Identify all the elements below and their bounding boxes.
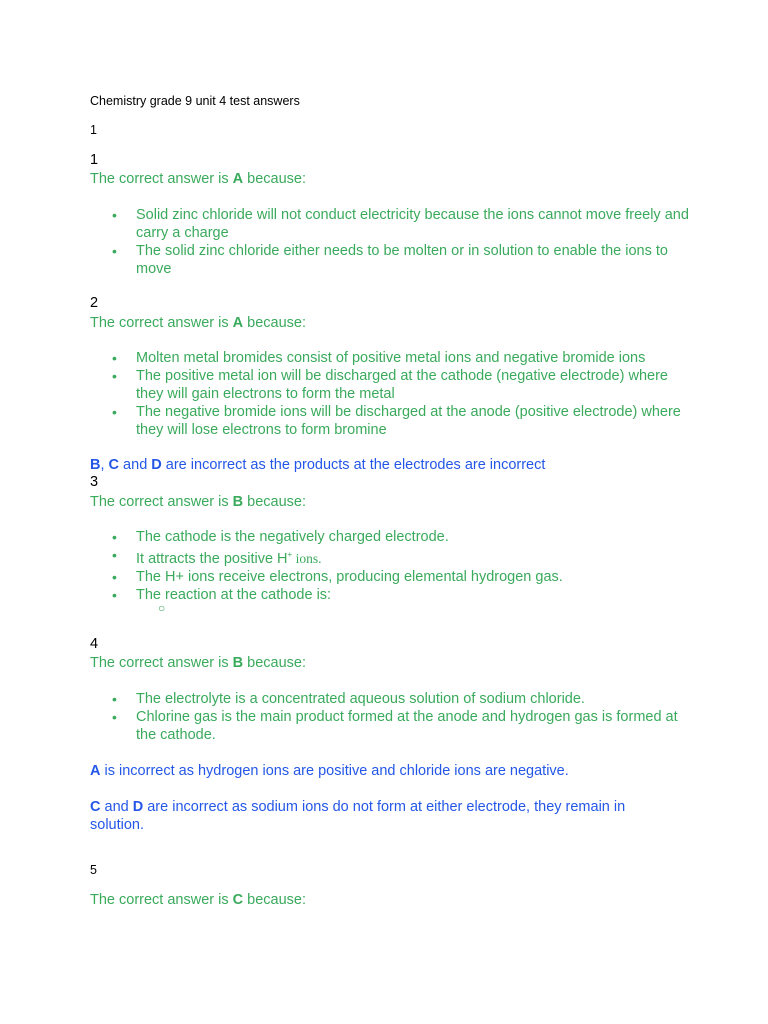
document-title: Chemistry grade 9 unit 4 test answers [90,94,300,108]
page-number: 1 [90,123,97,137]
question-4-incorrect-cd: C and D are incorrect as sodium ions do not form at either electrode, they remain in solution. [90,799,626,833]
list-item: • The electrolyte is a concentrated aqueous solution of sodium chloride. [112,691,585,707]
question-1-bullets [90,206,690,278]
question-1-answer: A [232,171,244,187]
question-2-bullets [90,349,690,439]
question-2-incorrect-note: B, C and D are incorrect as the products at the electrodes are incorrect [90,457,546,473]
question-5-number: 5 [90,863,97,877]
list-item: • Chlorine gas is the main product formed at the anode and hydrogen gas is formed at the cathode. [112,709,678,743]
question-3-bullets [90,528,690,604]
list-item: • The reaction at the cathode is: [112,586,332,603]
list-item: • Solid zinc chloride will not conduct electricity because the ions cannot move freely and carry a charge [112,207,689,241]
question-1-intro: The correct answer is A because: [90,171,307,187]
question-4-number: 4 [90,636,99,652]
list-item: • Molten metal bromides consist of positive metal ions and negative bromide ions [112,350,646,366]
question-1-number: 1 [90,152,99,168]
question-4-incorrect-a: A is incorrect as hydrogen ions are positive and chloride ions are negative. [90,763,569,779]
list-item: • The positive metal ion will be discharged at the cathode (negative electrode) where they will gain electrons to form the metal [112,368,668,402]
question-3-number: 3 [90,474,99,490]
question-2-answer: A [232,315,244,331]
list-item: • The cathode is the negatively charged electrode. [112,529,449,545]
list-item: • The H+ ions receive electrons, producing elemental hydrogen gas. [112,568,563,585]
question-4-bullets [90,690,690,744]
question-4-answer: B [232,655,244,671]
question-5-answer: C [232,892,244,908]
sub-bullet-marker: ○ [158,601,166,615]
question-5-intro: The correct answer is C because: [90,892,307,908]
list-item: • It attracts the positive H+ ions. [112,547,322,567]
question-4-intro: The correct answer is B because: [90,655,307,671]
question-2-intro: The correct answer is A because: [90,315,307,331]
question-3-intro: The correct answer is B because: [90,494,307,510]
list-item: • The negative bromide ions will be discharged at the anode (positive electrode) where they will lose electrons to form bromine [112,404,681,438]
question-2-number: 2 [90,295,99,311]
list-item: • The solid zinc chloride either needs to be molten or in solution to enable the ions to move [112,243,668,277]
question-3-answer: B [232,494,244,510]
